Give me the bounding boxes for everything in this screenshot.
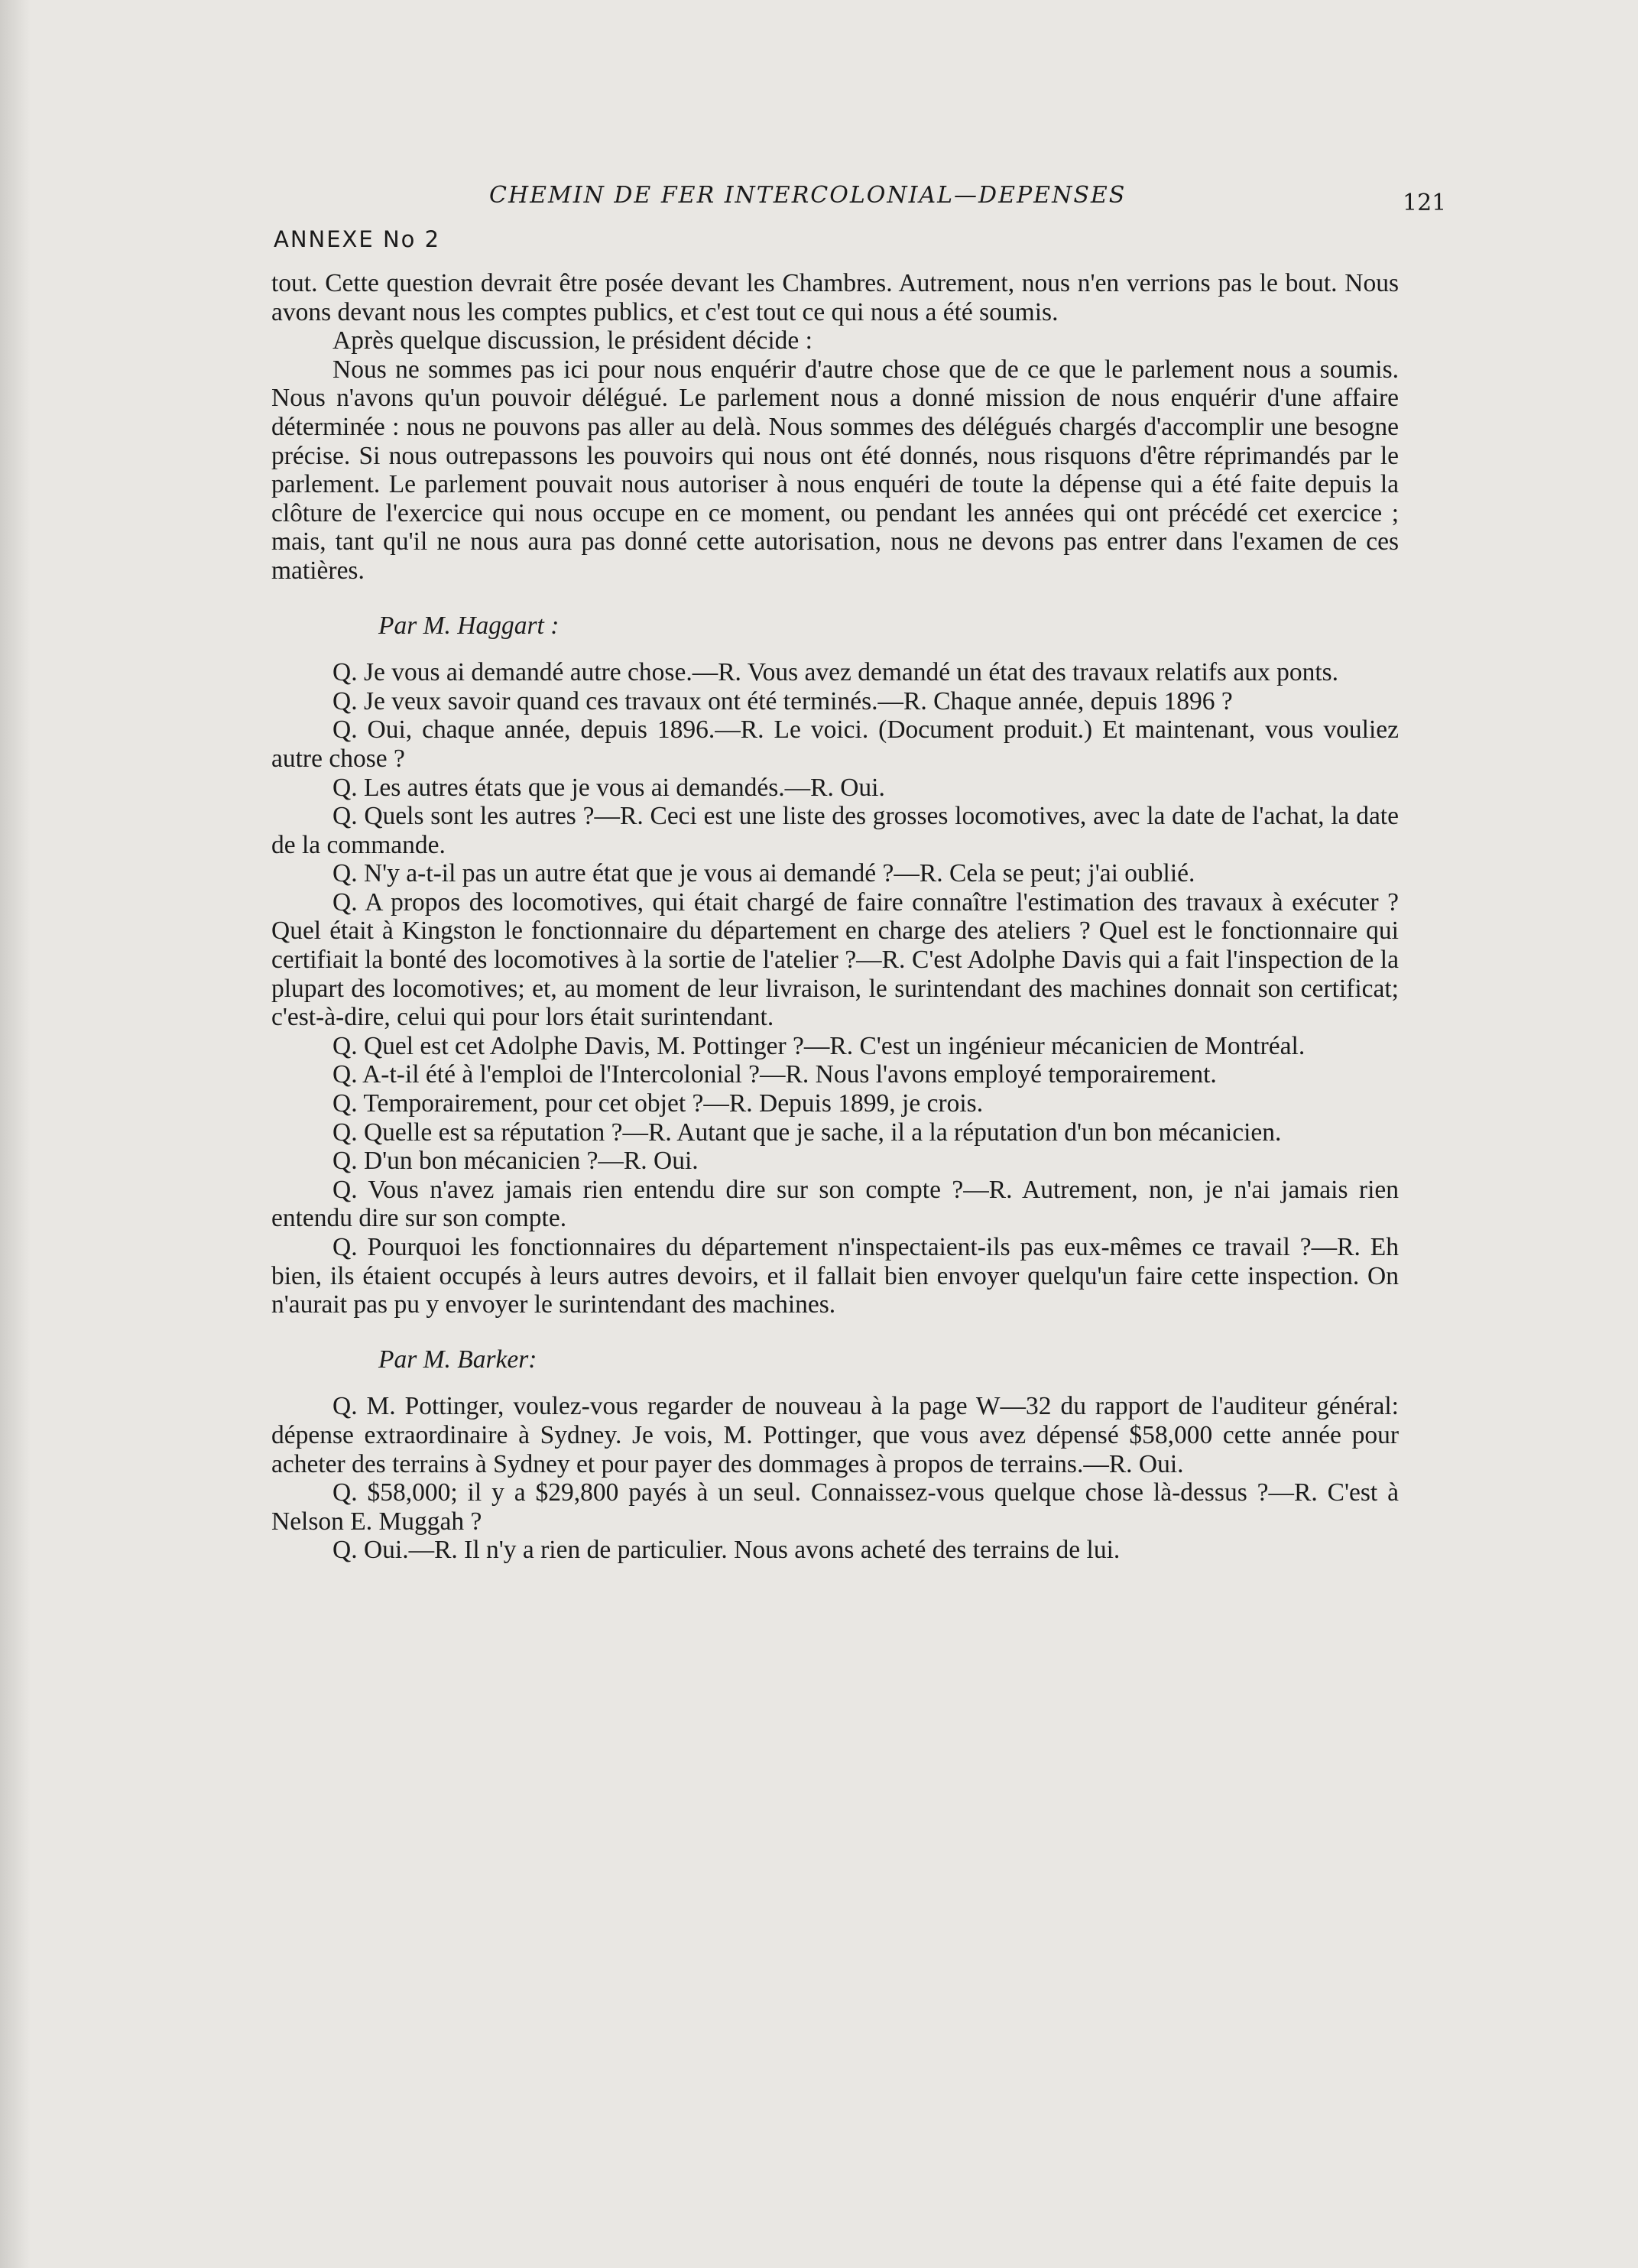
question-answer: Q. Pourquoi les fonctionnaires du département n'inspectaient-ils pas eux-mêmes ce travail ?—R. Eh bien, ils étaient occupés à leurs autres devoirs, et il fallait bien envoyer quelqu'un faire cette inspection. On n'aurait pas pu y envoyer le surintendant des machines. [271,1233,1399,1319]
annex-label: ANNEXE No 2 [274,226,441,252]
question-answer: Q. Quels sont les autres ?—R. Ceci est une liste des grosses locomotives, avec la date de l'achat, la date de la commande. [271,802,1399,859]
paragraph-continuation: tout. Cette question devrait être posée devant les Chambres. Autrement, nous n'en verrions pas le bout. Nous avons devant nous les comptes publics, et c'est tout ce qui nous a été soumis. [271,269,1399,326]
question-answer: Q. Temporairement, pour cet objet ?—R. Depuis 1899, je crois. [332,1089,984,1118]
question-answer: Q. Je veux savoir quand ces travaux ont été terminés.—R. Chaque année, depuis 1896 ? [332,686,1233,715]
question-answer: Q. A-t-il été à l'emploi de l'Intercolonial ?—R. Nous l'avons employé temporairement. [332,1060,1217,1089]
question-answer: Q. Oui.—R. Il n'y a rien de particulier. Nous avons acheté des terrains de lui. [332,1536,1121,1565]
question-answer: Q. Vous n'avez jamais rien entendu dire sur son compte ?—R. Autrement, non, je n'ai jamais rien entendu dire sur son compte. [271,1175,1399,1233]
question-answer: Q. Quel est cet Adolphe Davis, M. Pottinger ?—R. C'est un ingénieur mécanicien de Montréal. [332,1031,1306,1060]
question-answer: Q. M. Pottinger, voulez-vous regarder de nouveau à la page W—32 du rapport de l'auditeur général: dépense extraordinaire à Sydney. Je vois, M. Pottinger, que vous avez dépensé $58,000 cette année pour acheter des terrains à Sydney et pour payer des dommages à propos de terrains.—R. Oui. [271,1392,1399,1478]
question-answer: Q. N'y a-t-il pas un autre état que je vous ai demandé ?—R. Cela se peut; j'ai oublié. [332,859,1195,888]
page-edge [0,0,31,2268]
question-answer: Q. A propos des locomotives, qui était chargé de faire connaître l'estimation des travaux à exécuter ? Quel était à Kingston le fonctionnaire du département en charge des ateliers ? Quel est le fonctionnaire qui certifiait la bonté des locomotives à la sortie de l'atelier ?—R. C'est Adolphe Davis qui a fait l'inspection de la plupart des locomotives; et, au moment de leur livraison, le surintendant des machines donnait son certificat; c'est-à-dire, celui qui pour lors était surintendant. [271,887,1399,1032]
speaker-heading-barker: Par M. Barker: [378,1345,537,1374]
paragraph: Après quelque discussion, le président décide : [332,326,813,355]
body-text [271,269,1399,1565]
page-number: 121 [1403,190,1447,216]
question-answer: Q. D'un bon mécanicien ?—R. Oui. [332,1147,699,1176]
question-answer: Q. Je vous ai demandé autre chose.—R. Vous avez demandé un état des travaux relatifs aux ponts. [332,658,1339,687]
page-header-title: CHEMIN DE FER INTERCOLONIAL—DEPENSES [489,182,1127,209]
speaker-heading-haggart: Par M. Haggart : [378,611,560,640]
question-answer: Q. $58,000; il y a $29,800 payés à un seul. Connaissez-vous quelque chose là-dessus ?—R. C'est à Nelson E. Muggah ? [271,1478,1399,1536]
question-answer: Q. Oui, chaque année, depuis 1896.—R. Le voici. (Document produit.) Et maintenant, vous vouliez autre chose ? [271,715,1399,773]
question-answer: Q. Les autres états que je vous ai demandés.—R. Oui. [332,773,885,802]
question-answer: Q. Quelle est sa réputation ?—R. Autant que je sache, il a la réputation d'un bon mécanicien. [332,1118,1282,1147]
chairman-ruling: Nous ne sommes pas ici pour nous enquérir d'autre chose que de ce que le parlement nous a soumis. Nous n'avons qu'un pouvoir délégué. Le parlement nous a donné mission de nous enquérir d'une affaire déterminée : nous ne pouvons pas aller au delà. Nous sommes des délégués chargés d'accomplir une besogne précise. Si nous outrepassons les pouvoirs qui nous ont été donnés, nous risquons d'être réprimandés par le parlement. Le parlement pouvait nous autoriser à nous enquéri de toute la dépense qui a été faite depuis la clôture de l'exercice qui nous occupe en ce moment, ou pendant les années qui ont précédé cet exercice ; mais, tant qu'il ne nous aura pas donné cette autorisation, nous ne devons pas entrer dans l'examen de ces matières. [271,355,1399,585]
